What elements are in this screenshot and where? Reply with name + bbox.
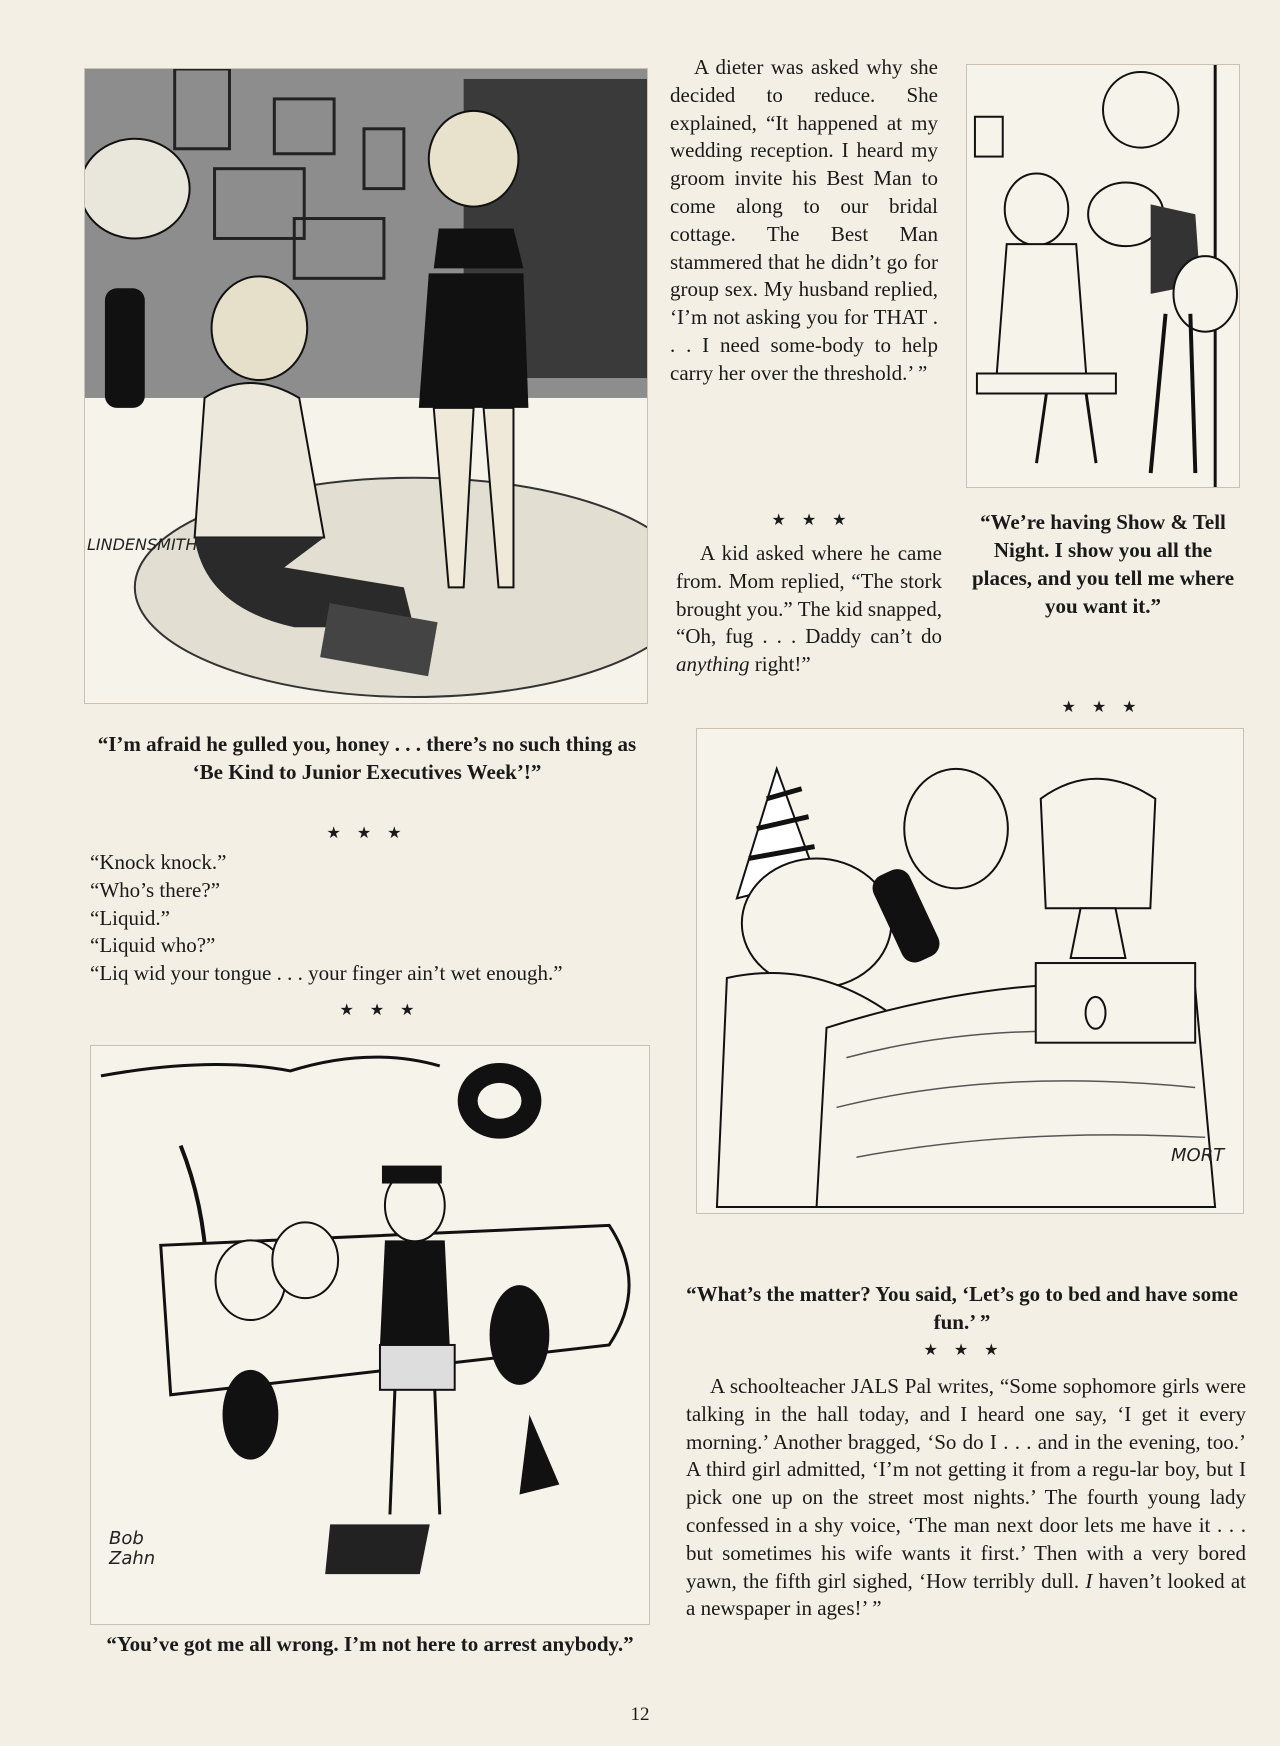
page-number: 12: [630, 1704, 650, 1725]
knock-line: “Knock knock.”: [90, 850, 227, 874]
cartoon-signature: MORT: [1171, 1145, 1225, 1166]
signature-line: Zahn: [109, 1548, 156, 1569]
joke-knock-knock: [90, 849, 650, 988]
joke-emphasis: anything: [676, 652, 750, 677]
cartoon-caption: “I’m afraid he gulled you, honey . . . there’s no such thing as ‘Be Kind to Junior Executives Week’!”: [97, 732, 637, 784]
cartoon-show-and-tell-illustration: [966, 64, 1240, 488]
cartoon-caption: “You’ve got me all wrong. I’m not here to arrest anybody.”: [106, 1632, 634, 1656]
knock-line: “Liq wid your tongue . . . your finger ain’t wet enough.”: [90, 961, 563, 986]
cartoon-police-car-illustration: [90, 1045, 650, 1625]
joke-text: A schoolteacher JALS Pal writes, “Some sophomore girls were talking in the hall today, and I heard one say, ‘I get it every morning.’ Another bragged, ‘So do I . . . and in the evening, too.’ A third girl admitted, ‘I’m not getting it from a regu-lar boy, but I pick one up on the street most nights.’ The fourth young lady confessed in a shy voice, ‘The man next door lets me have it . . . but sometimes his wife wants it first.’ Then with a very bored yawn, the fifth girl sighed, ‘How terribly dull.: [686, 1374, 1246, 1593]
knock-line: “Liquid.”: [90, 905, 170, 930]
cartoon-caption: “What’s the matter? You said, ‘Let’s go to bed and have some fun.’ ”: [686, 1282, 1238, 1334]
joke-schoolteacher: [686, 1373, 1246, 1623]
cartoon-signature: LINDENSMITH: [87, 535, 198, 554]
cartoon-party-bed-illustration: [696, 728, 1244, 1214]
joke-separator: ★ ★ ★: [771, 512, 853, 529]
cartoon-office-illustration: [84, 68, 648, 704]
cartoon-caption: “We’re having Show & Tell Night. I show you all the places, and you tell me where you want it.”: [971, 510, 1235, 618]
signature-line: Bob: [109, 1528, 144, 1549]
joke-text: haven’t looked at a newspaper in ages!’ ”: [686, 1568, 1246, 1621]
joke-paragraph: A dieter was asked why she decided to reduce. She explained, “It happened at my wedding reception. I heard my groom invite his Best Man to come along to our bridal cottage. The Best Man stammered that he didn’t go for group sex. My husband replied, ‘I’m not asking you for THAT . . . I need some-body to help carry her over the threshold.’ ”: [670, 55, 938, 385]
joke-dieter: [670, 54, 938, 388]
joke-stork: [676, 540, 942, 679]
joke-separator: ★ ★ ★: [923, 1342, 1005, 1359]
joke-separator: ★ ★ ★: [339, 1002, 421, 1019]
joke-text: right!”: [749, 652, 811, 677]
joke-text: A kid asked where he came from. Mom replied, “The stork brought you.” The kid snapped, “Oh, fug . . . Daddy can’t do: [676, 541, 942, 649]
knock-line: “Liquid who?”: [90, 933, 216, 958]
joke-emphasis: I: [1085, 1568, 1093, 1593]
joke-separator: ★ ★ ★: [326, 825, 408, 842]
joke-separator: ★ ★ ★: [1061, 699, 1143, 716]
knock-line: “Who’s there?”: [90, 877, 221, 902]
cartoon-signature: [109, 1529, 155, 1569]
joke-paragraph: [676, 540, 942, 679]
joke-paragraph: [686, 1373, 1246, 1623]
